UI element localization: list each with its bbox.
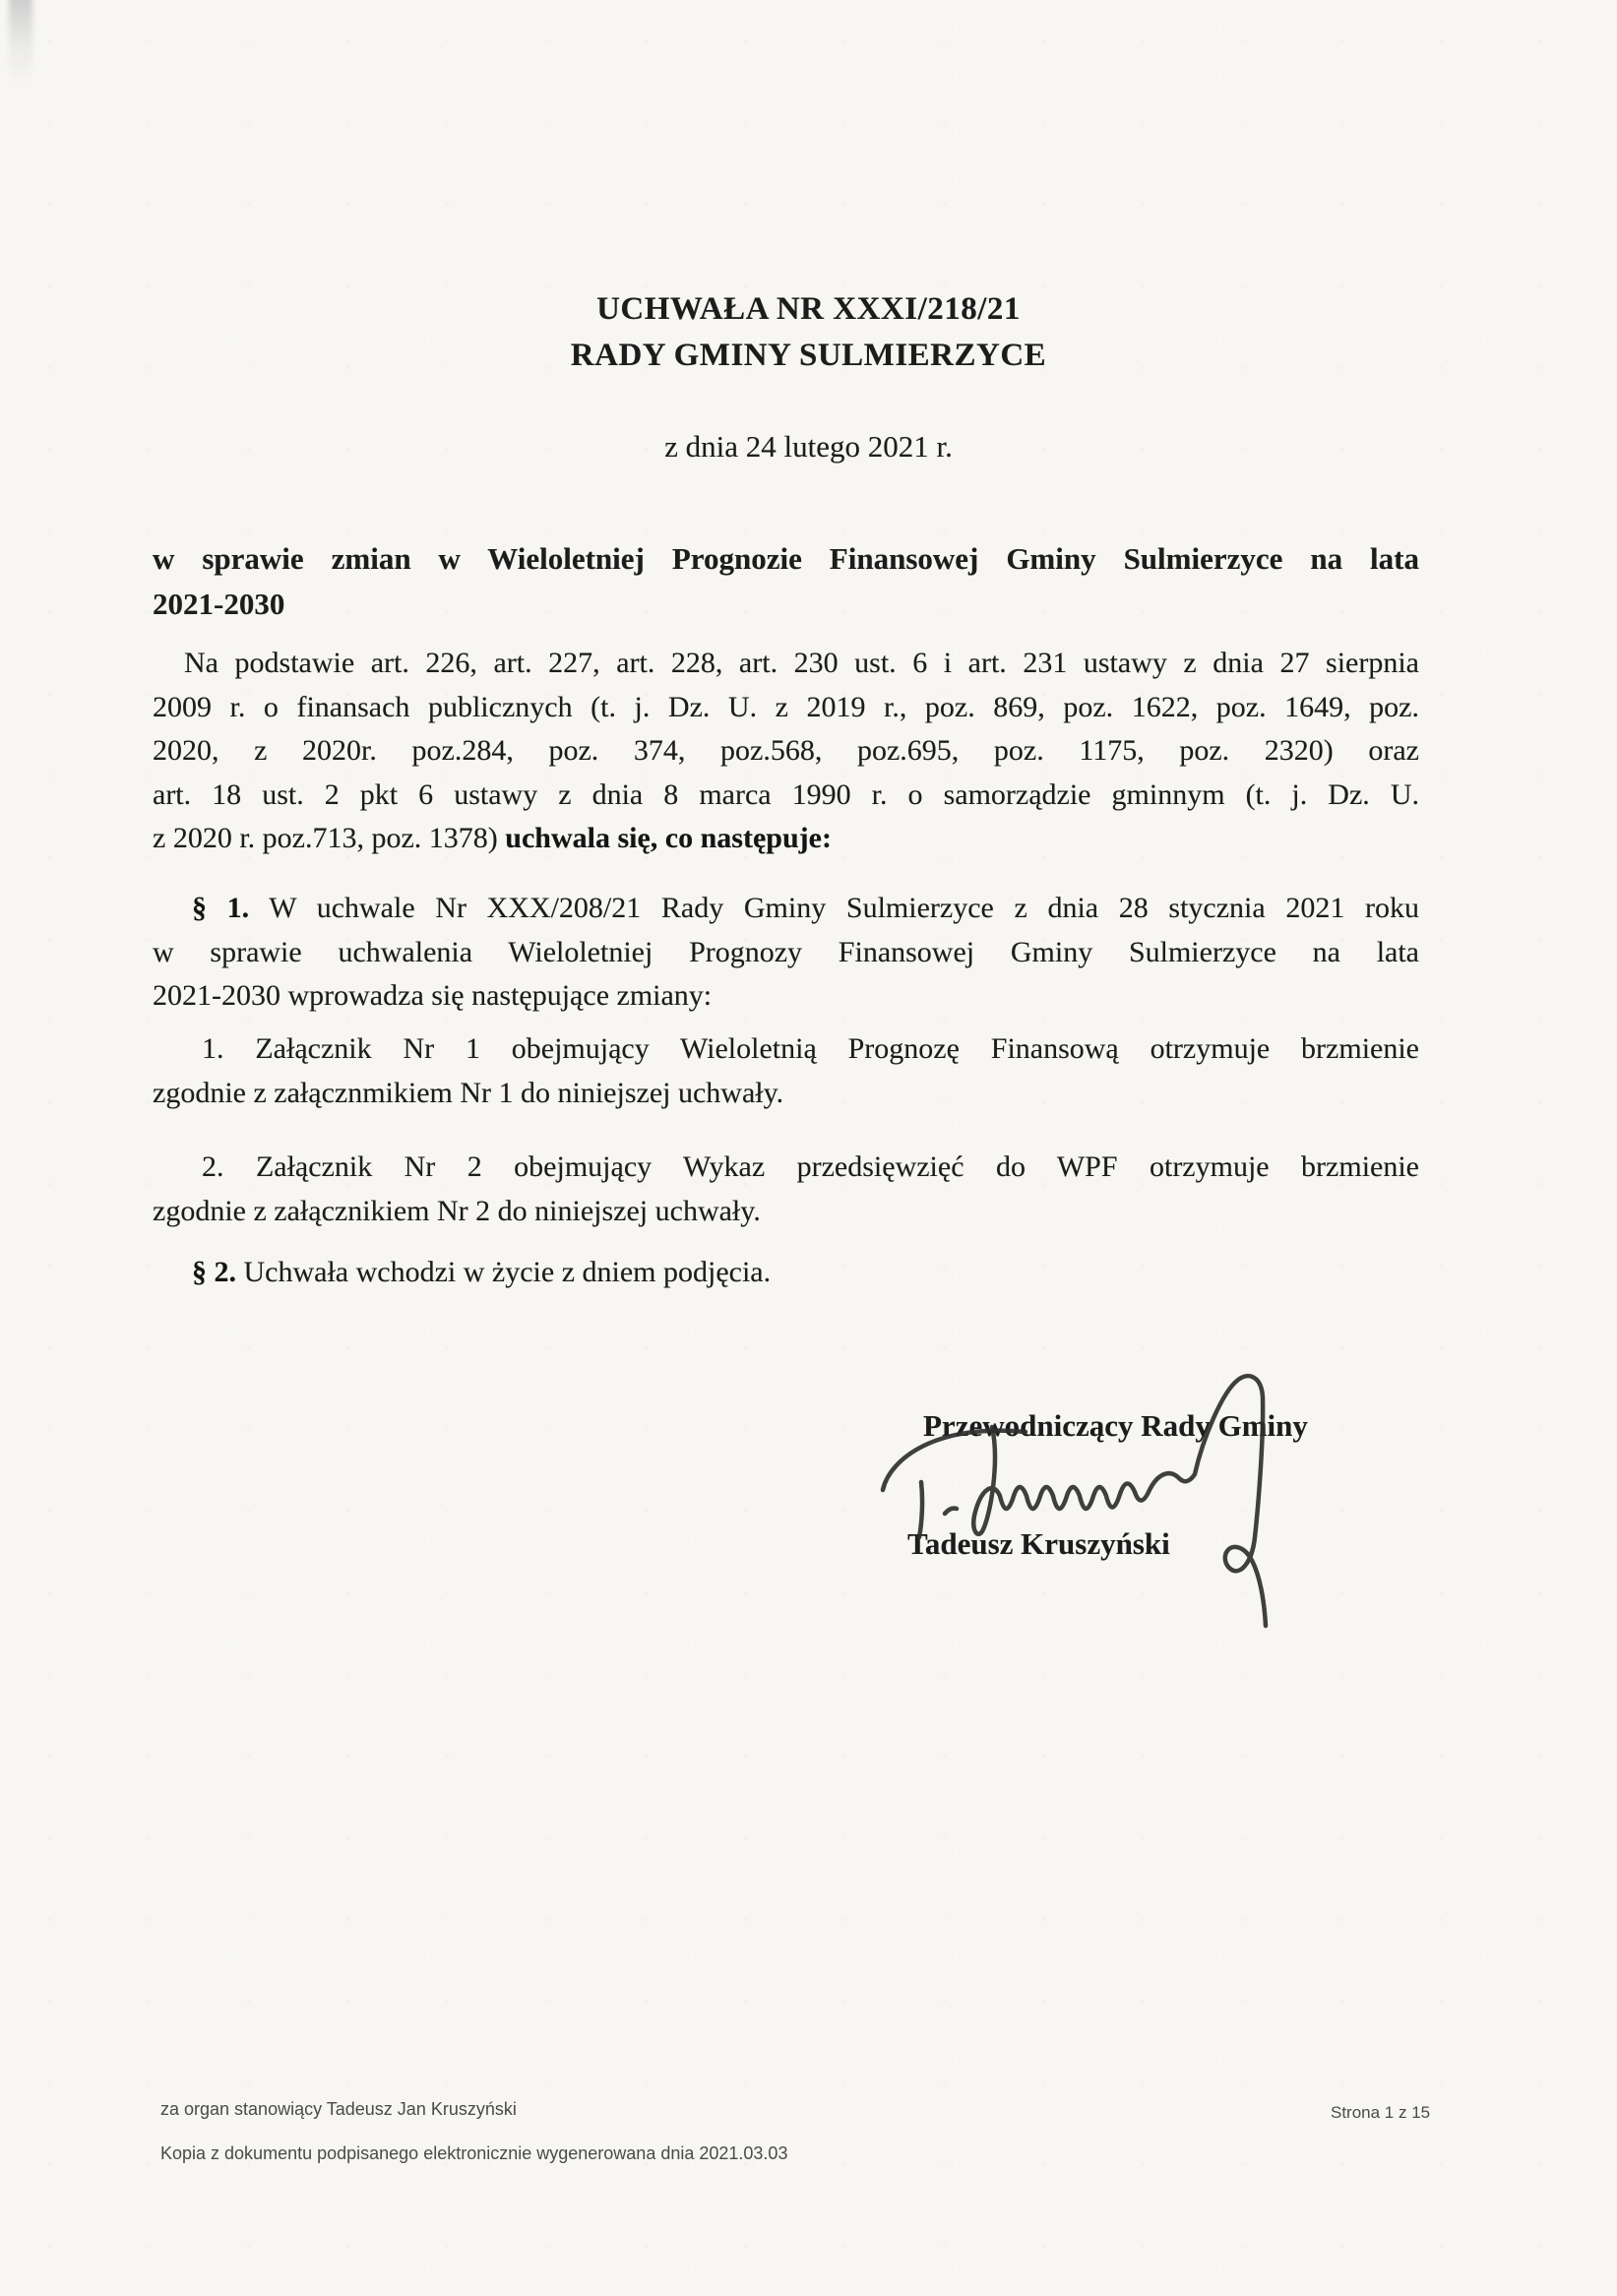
section-2-text: Uchwała wchodzi w życie z dniem podjęcia. (236, 1256, 772, 1288)
legal-basis-line-4: art. 18 ust. 2 pkt 6 ustawy z dnia 8 marca 1990 r. o samorządzie gminnym (t. j. Dz. U. (153, 777, 1419, 811)
signature-initial-stroke (919, 1482, 922, 1537)
legal-basis-line-3: 2020, z 2020r. poz.284, poz. 374, poz.568, poz.695, poz. 1175, poz. 2320) oraz (153, 734, 1419, 767)
section-1-paragraph (153, 887, 1419, 1019)
list-item-2 (153, 1146, 1419, 1233)
signature-role: Przewodniczący Rady Gminy (923, 1408, 1308, 1443)
footer-copy-note: Kopia z dokumentu podpisanego elektronicznie wygenerowana dnia 2021.03.03 (160, 2143, 788, 2163)
list-item-2-line-1: 2. Załącznik Nr 2 obejmujący Wykaz przedsięwzięć do WPF otrzymuje brzmienie (202, 1150, 1419, 1183)
section-1-line-2: w sprawie uchwalenia Wieloletniej Prognozy Finansowej Gminy Sulmierzyce na lata (153, 935, 1419, 968)
subject-line-2: 2021-2030 (153, 587, 285, 621)
legal-basis-line-2: 2009 r. o finansach publicznych (t. j. Dz. U. z 2019 r., poz. 869, poz. 1622, poz. 1649, poz. (153, 690, 1419, 723)
section-1-label: § 1. (192, 892, 250, 924)
footer-signer-note: za organ stanowiący Tadeusz Jan Kruszyński (160, 2099, 517, 2119)
scan-edge-artifact (9, 0, 32, 85)
section-1-line-1-text: W uchwale Nr XXX/208/21 Rady Gminy Sulmierzyce z dnia 28 stycznia 2021 roku (249, 892, 1419, 924)
section-2-label: § 2. (192, 1256, 236, 1288)
list-item-2-line-2: zgodnie z załącznikiem Nr 2 do niniejszej uchwały. (153, 1194, 761, 1227)
subject-line-1: w sprawie zmian w Wieloletniej Prognozie Finansowej Gminy Sulmierzyce na lata (153, 541, 1419, 576)
list-item-1-line-2: zgodnie z załącznmikiem Nr 1 do niniejszej uchwały. (153, 1076, 784, 1109)
legal-basis-line-1: Na podstawie art. 226, art. 227, art. 228, art. 230 ust. 6 i art. 231 ustawy z dnia 27 sierpnia (184, 647, 1419, 679)
signature-name: Tadeusz Kruszyński (907, 1526, 1170, 1561)
signature-flourish-arc (883, 1431, 1026, 1490)
title-line-2: RADY GMINY SULMIERZYCE (570, 338, 1047, 373)
footer-page-number: Strona 1 z 15 (1331, 2103, 1431, 2122)
enacting-formula: uchwala się, co następuje: (505, 822, 832, 854)
title-line-1: UCHWAŁA NR XXXI/218/21 (596, 291, 1021, 327)
document-title (0, 286, 1617, 379)
handwritten-signature (846, 1364, 1348, 1630)
date-line: z dnia 24 lutego 2021 r. (664, 429, 953, 464)
section-1-line-3: 2021-2030 wprowadza się następujące zmiany: (153, 979, 713, 1012)
list-item-1-line-1: 1. Załącznik Nr 1 obejmujący Wieloletnią Prognozę Finansową otrzymuje brzmienie (202, 1032, 1419, 1065)
legal-basis-line-5 (153, 817, 1419, 861)
legal-basis-line-5-text: z 2020 r. poz.713, poz. 1378) (153, 822, 506, 854)
signature-main-scribble (973, 1376, 1266, 1626)
section-1-line-1 (153, 887, 1419, 931)
signature-initial-dot (945, 1509, 957, 1514)
section-2-line (153, 1251, 1419, 1295)
list-item-1 (153, 1027, 1419, 1115)
section-2-paragraph (153, 1251, 1419, 1295)
legal-basis-paragraph (153, 642, 1419, 861)
